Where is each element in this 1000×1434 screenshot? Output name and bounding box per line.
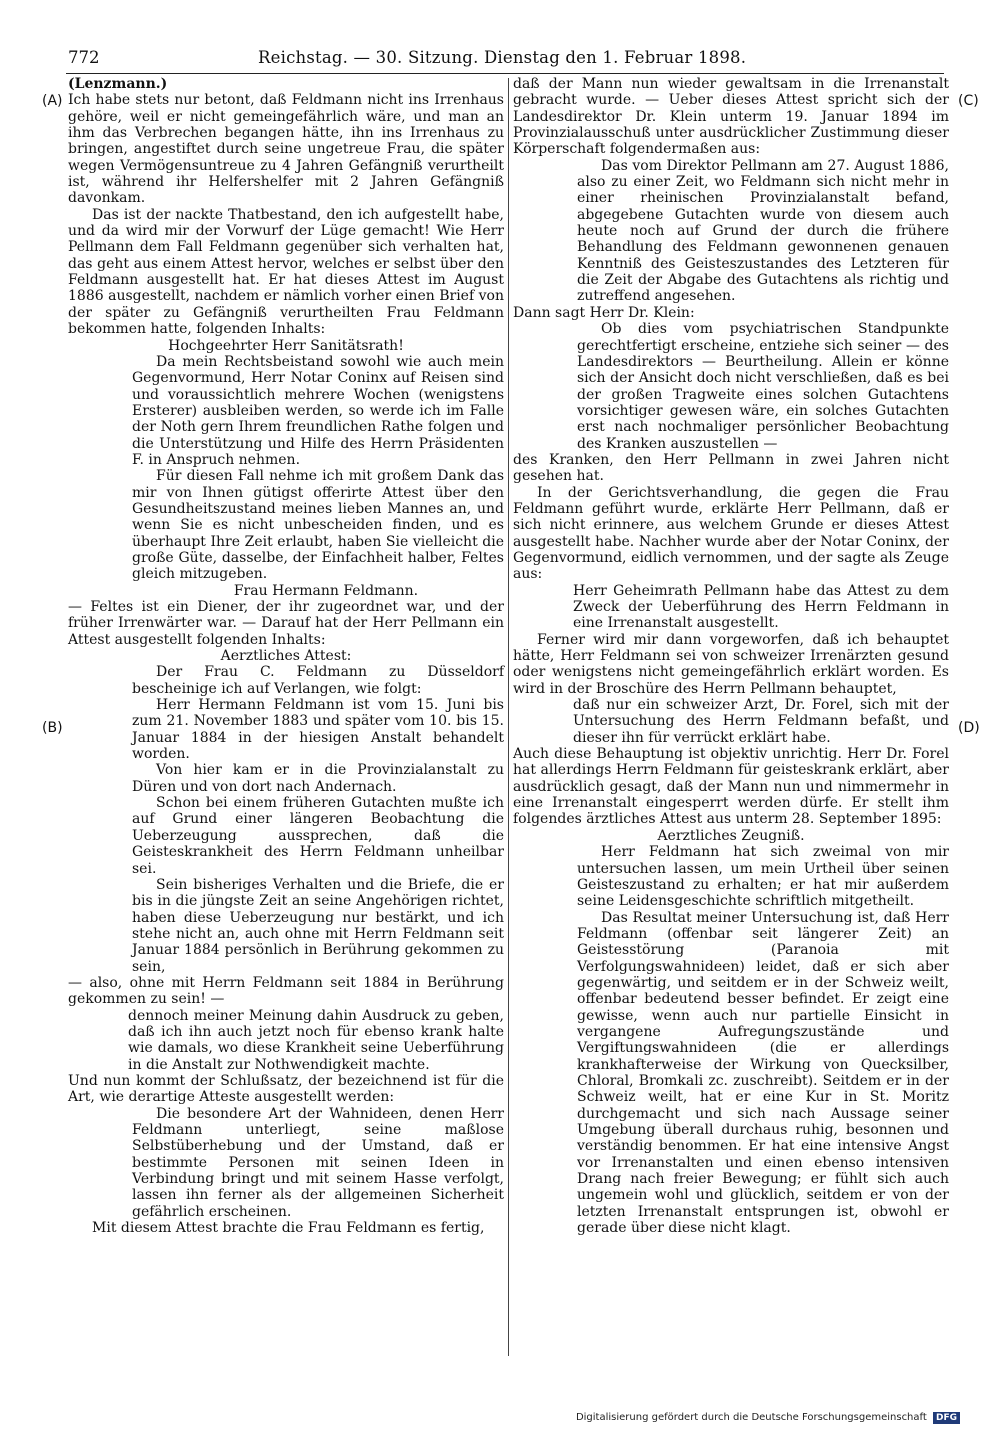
paragraph: — also, ohne mit Herrn Feldmann seit 1884 in Berührung gekommen zu sein! —: [68, 974, 504, 1008]
margin-marker-b: (B): [42, 720, 63, 736]
quoted-attest-paragraph: Von hier kam er in die Provinzialanstalt zu Düren und von dort nach Andernach.: [132, 762, 504, 795]
left-column: [68, 76, 504, 1236]
paragraph: Ferner wird mir dann vorgeworfen, daß ich behauptet hätte, Herr Feldmann sei von schweizer Irrenärzten gesund oder wenigstens nicht gemeingefährlich erklärt worden. Es wird in der Broschüre des Herrn Pellmann behauptet,: [513, 631, 949, 697]
paragraph: Mit diesem Attest brachte die Frau Feldmann es fertig,: [92, 1220, 485, 1237]
header-rule: [66, 73, 944, 74]
paragraph: In der Gerichtsverhandlung, die gegen die Frau Feldmann geführt wurde, erklärte Herr Pellmann, daß er sich nicht erinnere, aus welchem Grunde er dieses Attest ausgestellt habe. Nachher wurde aber der Notar Coninx, der Gegenvormund, eidlich vernommen, und der sagte als Zeuge aus:: [513, 484, 949, 583]
quoted-zeugnis-paragraph: Herr Feldmann hat sich zweimal von mir untersuchen lassen, um mein Urtheil über seinen Geisteszustand zu erhalten; er hat mir außerdem seine Leidensgeschichte schriftlich mitgetheilt.: [577, 844, 949, 910]
margin-marker-a: (A): [42, 93, 63, 109]
quoted-attest-paragraph: Herr Hermann Feldmann ist vom 15. Juni bis zum 21. November 1883 und später vom 10. bis 15. Januar 1884 in der hiesigen Anstalt behandelt worden.: [132, 697, 504, 763]
quoted-letter-paragraph: Da mein Rechtsbeistand sowohl wie auch mein Gegenvormund, Herr Notar Coninx auf Reisen sind und voraussichtlich mehrere Wochen (wenigstens Ersterer) ausbleiben werden, so werde ich im Falle der Noth gern Ihrem freundlichen Rathe folgen und die Unterstützung und Hilfe des Herrn Präsidenten F. in Anspruch nehmen.: [132, 353, 504, 468]
letter-signature: Frau Hermann Feldmann.: [233, 582, 419, 599]
letter-salutation: Hochgeehrter Herr Sanitätsrath!: [168, 337, 404, 354]
credit-text: Digitalisierung gefördert durch die Deutsche Forschungsgemeinschaft: [575, 1412, 927, 1423]
speaker-label: (Lenzmann.): [68, 76, 168, 92]
right-column: [513, 76, 949, 1236]
quoted-paragraph: Herr Geheimrath Pellmann habe das Attest zu dem Zweck der Ueberführung des Herrn Feldmann in eine Irrenanstalt ausgestellt.: [573, 582, 949, 632]
quoted-paragraph: Das vom Direktor Pellmann am 27. August 1886, also zu einer Zeit, wo Feldmann sich nicht mehr in einer rheinischen Provinzialanstalt befand, abgegebene Gutachten wurde von diesem auch heute noch auf Grund der durch die frühere Behandlung des Feldmann gewonnenen genauen Kenntniß des Geisteszustandes des Letzteren für die Zeit der Abgabe des Gutachtens als richtig und zutreffend angesehen.: [577, 157, 949, 305]
margin-marker-d: (D): [958, 720, 980, 736]
zeugnis-title: Aerztliches Zeugniß.: [657, 827, 805, 844]
paragraph: Und nun kommt der Schlußsatz, der bezeichnend ist für die Art, wie derartige Atteste ausgestellt werden:: [68, 1072, 504, 1106]
paragraph: daß der Mann nun wieder gewaltsam in die Irrenanstalt gebracht wurde. — Ueber dieses Attest spricht sich der Landesdirektor Dr. Klein unterm 19. Januar 1894 im Provinzialausschuß unter ausdrücklicher Zustimmung dieser Körperschaft folgendermaßen aus:: [513, 76, 949, 158]
quoted-attest-paragraph: Der Frau C. Feldmann zu Düsseldorf bescheinige ich auf Verlangen, wie folgt:: [132, 664, 504, 697]
margin-marker-c: (C): [958, 93, 979, 109]
dfg-logo: DFG: [933, 1412, 960, 1424]
attest-title: Aerztliches Attest:: [220, 648, 352, 665]
page-header: [68, 44, 943, 72]
paragraph: Das ist der nackte Thatbestand, den ich aufgestellt habe, und da wird mir der Vorwurf der Lüge gemacht! Wie Herr Pellmann dem Fall Feldmann gegenüber sich verhalten hat, das geht aus einem Attest hervor, welches er selbst über den Feldmann ausgestellt hat. Er hat dieses Attest im August 1886 ausgestellt, nachdem er nämlich vorher einen Brief von der später zu Gefängniß verurtheilten Frau Feldmann bekommen hatte, folgenden Inhalts:: [68, 206, 504, 338]
paragraph: Auch diese Behauptung ist objektiv unrichtig. Herr Dr. Forel hat allerdings Herrn Feldmann für geisteskrank erklärt, aber ausdrücklich gesagt, daß der Mann nun und nimmermehr in eine Irrenanstalt eingesperrt werden dürfe. Er stellt ihm folgendes ärztliches Attest aus unterm 28. September 1895:: [513, 746, 949, 828]
page-number: 772: [68, 48, 100, 67]
quoted-attest-paragraph: Die besondere Art der Wahnideen, denen Herr Feldmann unterliegt, seine maßlose Selbstüberhebung und der Umstand, daß er bestimmte Personen mit seinen Ideen in Verbindung bringt und mit seinem Hasse verfolgt, lassen ihn ferner als der allgemeinen Sicherheit gefährlich erscheinen.: [132, 1105, 504, 1220]
quoted-attest-paragraph: dennoch meiner Meinung dahin Ausdruck zu geben, daß ich ihn auch jetzt noch für ebenso krank halte wie damals, wo diese Krankheit seine Ueberführung in die Anstalt zur Nothwendigkeit machte.: [128, 1007, 504, 1073]
quoted-zeugnis-paragraph: Das Resultat meiner Untersuchung ist, daß Herr Feldmann (offenbar seit längerer Zeit) an Geistesstörung (Paranoia mit Verfolgungswahnideen) leidet, daß er sich aber gegenwärtig, und seitdem er in der Schweiz weilt, offenbar bedeutend besser befindet. Er zeigt eine gewisse, wenn auch nur partielle Einsicht in vergangene Aufregungszustände und Vergiftungswahnideen (die er allerdings krankhafterweise der Wirkung von Quecksilber, Chloral, Bromkali zc. zuschreibt). Seitdem er in der Schweiz weilt, hat er eine Kur in St. Moritz durchgemacht und sich nach Aussage seiner Umgebung überall durchaus ruhig, besonnen und verständig benommen. Er hat eine intensive Angst vor Irrenanstalten und einen ebenso intensiven Drang nach freier Bewegung; er fühlt sich auch ungemein wohl und glücklich, seitdem er von der letzten Irrenanstalt entsprungen ist, obwohl er gerade über diese nicht klagt.: [577, 909, 949, 1237]
quoted-letter-paragraph: Für diesen Fall nehme ich mit großem Dank das mir von Ihnen gütigst offerirte Attest über den Gesundheitszustand meines lieben Mannes an, und wenn Sie es nicht unbescheiden finden, und es überhaupt Ihre Zeit erlaubt, haben Sie vielleicht die große Güte, dasselbe, der Einfachheit halber, Feltes gleich mitzugeben.: [132, 468, 504, 583]
paragraph: des Kranken, den Herr Pellmann in zwei Jahren nicht gesehen hat.: [513, 451, 949, 485]
quoted-attest-paragraph: Sein bisheriges Verhalten und die Briefe, die er bis in die jüngste Zeit an seine Angehörigen richtet, haben diese Ueberzeugung nur bestärkt, und ich stehe nicht an, auch ohne mit Herrn Feldmann seit Januar 1884 persönlich in Berührung gekommen zu sein,: [132, 876, 504, 975]
running-head: Reichstag. — 30. Sitzung. Dienstag den 1. Februar 1898.: [258, 48, 747, 67]
column-divider: [508, 78, 509, 1356]
paragraph: — Feltes ist ein Diener, der ihr zugeordnet war, und der früher Irrenwärter war. — Darauf hat der Herr Pellmann ein Attest ausgestellt folgenden Inhalts:: [68, 599, 504, 648]
quoted-paragraph: daß nur ein schweizer Arzt, Dr. Forel, sich mit der Untersuchung des Herrn Feldmann befaßt, und dieser ihn für verrückt erklärt habe.: [573, 697, 949, 746]
quoted-paragraph: Ob dies vom psychiatrischen Standpunkte gerechtfertigt erscheine, entziehe sich seiner — des Landesdirektors — Beurtheilung. Allein er könne sich der Ansicht doch nicht verschließen, daß es bei der großen Tragweite eines solchen Gutachtens vorsichtiger gewesen wäre, ein solches Gutachten erst nach nochmaliger persönlicher Beobachtung des Kranken auszustellen —: [577, 321, 949, 452]
digitization-credit: [576, 1412, 960, 1424]
quoted-attest-paragraph: Schon bei einem früheren Gutachten mußte ich auf Grund einer längeren Beobachtung die Ueberzeugung aussprechen, daß die Geisteskrankheit des Herrn Feldmann unheilbar sei.: [132, 795, 504, 877]
paragraph: Ich habe stets nur betont, daß Feldmann nicht ins Irrenhaus gehöre, weil er nicht gemeingefährlich wäre, und man an ihm das Verbrechen begangen hätte, ihn ins Irrenhaus zu bringen, angestiftet durch seine ungetreue Frau, die später wegen Vermögensuntreue zu 4 Jahren Gefängniß verurtheilt ist, während ihr Helfershelfer mit 2 Jahren Gefängniß davonkam.: [68, 92, 504, 207]
paragraph: Dann sagt Herr Dr. Klein:: [513, 304, 695, 321]
